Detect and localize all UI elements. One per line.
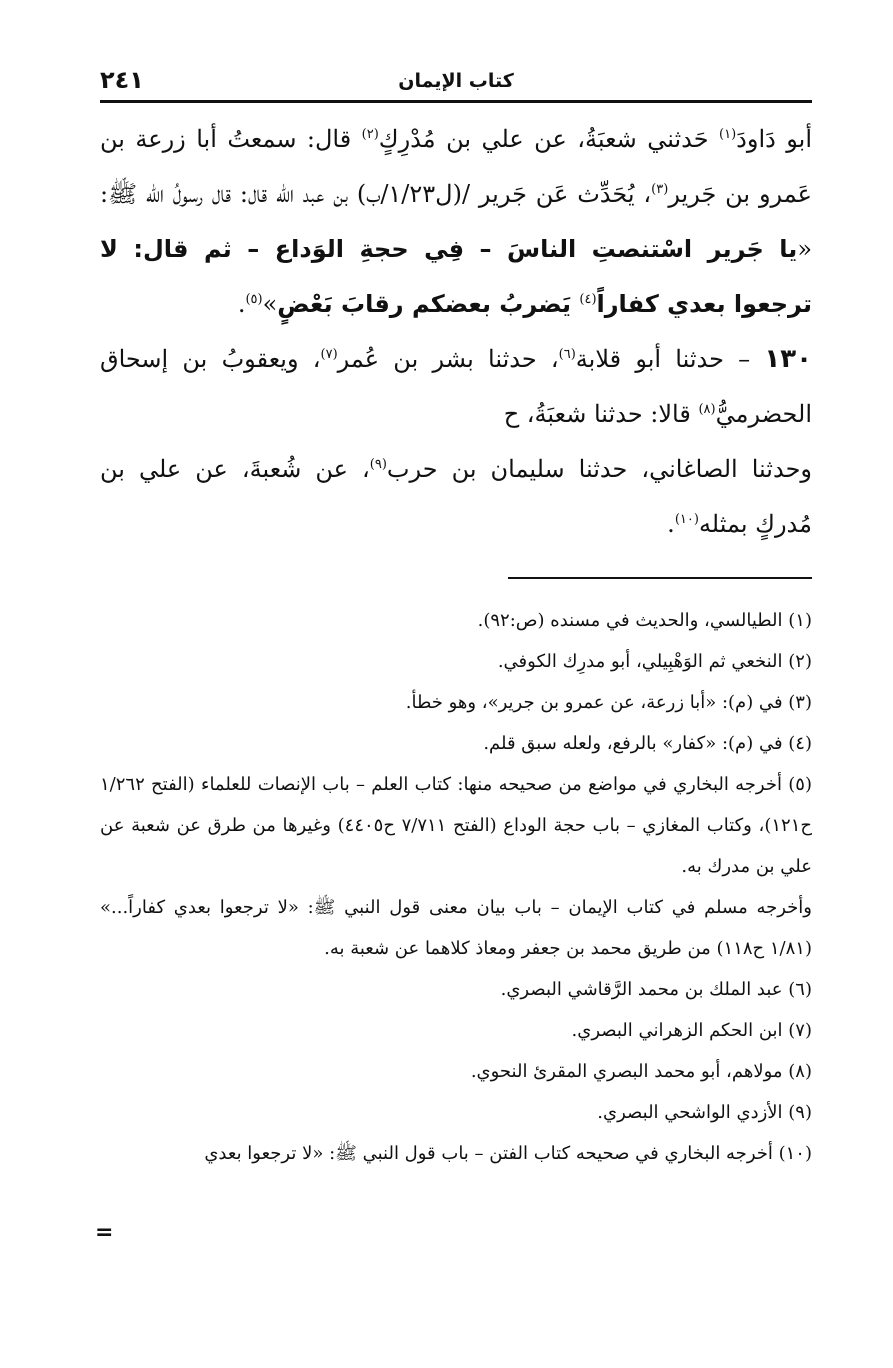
footnote-3: (٣) في (م): «أبا زرعة، عن عمرو بن جرير»، وهو خطأ. (405, 692, 812, 713)
continuation-mark: = (95, 1220, 114, 1245)
footnote-1: (١) الطيالسي، والحديث في مسنده (ص:٩٢). (477, 610, 812, 631)
footnote-ref: (٣) (651, 182, 669, 197)
footnote-ref: (٨) (698, 402, 716, 417)
hadith-paragraph-2 (100, 332, 812, 442)
footnote-7: (٧) ابن الحكم الزهراني البصري. (571, 1020, 812, 1041)
hadith-paragraph-3 (100, 442, 812, 552)
text-run: ، ويعقوبُ بن إسحاق الحضرميُّ (100, 345, 812, 428)
footnote-4: (٤) في (م): «كفار» بالرفع، ولعله سبق قلم. (483, 733, 812, 754)
chapter-title: كتاب الإيمان (398, 70, 514, 92)
text-run: – حدثنا أبو قلابة (575, 345, 765, 373)
footnote-ref: (٤) (579, 292, 597, 307)
text-run: . (667, 510, 675, 538)
footnote-ref: (١٠) (674, 512, 699, 527)
hadith-bold-text: يا جَرير اسْتنصتِ الناسَ – فِي حجةِ الوَداع – ثم قال: لا ترجعوا بعدي كفاراً (100, 235, 812, 318)
main-text (100, 112, 812, 552)
text-run: ، يُحَدِّث عَن جَرير /(ل١/٢٣/ب) بن عبد الله قال: قال رسولُ الله ﷺ: « (100, 180, 812, 263)
page-header (100, 66, 812, 102)
page-number: ٢٤١ (100, 66, 144, 94)
text-run: وحدثنا الصاغاني، حدثنا سليمان بن حرب (386, 455, 812, 483)
text-run: قال: سمعتُ أبا زرعة بن عَمرو بن جَرير (100, 125, 812, 208)
footnote-ref: (٢) (361, 127, 379, 142)
text-run: أبو دَاودَ (736, 125, 812, 153)
text-run: ، عن شُعبةَ، عن علي بن مُدركٍ بمثله (100, 455, 812, 538)
footnote-ref: (٥) (245, 292, 263, 307)
footnote-ref: (١) (719, 127, 737, 142)
footnote-ref: (٩) (369, 457, 387, 472)
hadith-paragraph-1 (100, 112, 812, 332)
footnotes (100, 600, 812, 1174)
text-run: ، حدثنا بشر بن عُمر (337, 345, 559, 373)
footnote-5: (٥) أخرجه البخاري في مواضع من صحيحه منها: كتاب العلم – باب الإنصات للعلماء (الفتح ١/٢٦٢ ح١٢١)، وكتاب المغازي – باب حجة الوداع (الفتح ٧/٧١١ ح٤٤٠٥) وغيرها من طرق عن شعبة عن علي بن مدرك به. (100, 774, 812, 877)
footnote-ref: (٦) (558, 347, 576, 362)
footnote-8: (٨) مولاهم، أبو محمد البصري المقرئ النحوي. (470, 1061, 812, 1082)
footnote-9: (٩) الأزدي الواشحي البصري. (597, 1102, 812, 1123)
text-run: حَدثني شعبَةُ، عن علي بن مُدْرِكٍ (378, 125, 720, 153)
hadith-number: ١٣٠ (764, 344, 812, 374)
footnote-2: (٢) النخعي ثم الوَهْبِيلي، أبو مدرِك الكوفي. (497, 651, 812, 672)
footnote-10: (١٠) أخرجه البخاري في صحيحه كتاب الفتن – باب قول النبي ﷺ: «لا ترجعوا بعدي (204, 1143, 812, 1164)
text-run: . (237, 290, 246, 318)
footnote-6: (٦) عبد الملك بن محمد الرَّقاشي البصري. (500, 979, 812, 1000)
footnote-ref: (٧) (320, 347, 338, 362)
text-run: قالا: حدثنا شعبَةُ، ح (503, 400, 699, 428)
footnote-separator (508, 577, 812, 579)
text-run: » (262, 290, 278, 318)
footnote-5-continuation: وأخرجه مسلم في كتاب الإيمان – باب بيان معنى قول النبي ﷺ: «لا ترجعوا بعدي كفاراً...» (١/٨١ ح١١٨) من طريق محمد بن جعفر ومعاذ كلاهما عن شعبة به. (100, 897, 812, 959)
hadith-bold-text: يَضربُ بعضكم رقابَ بَعْضٍ (277, 290, 580, 318)
header-rule (100, 100, 812, 103)
